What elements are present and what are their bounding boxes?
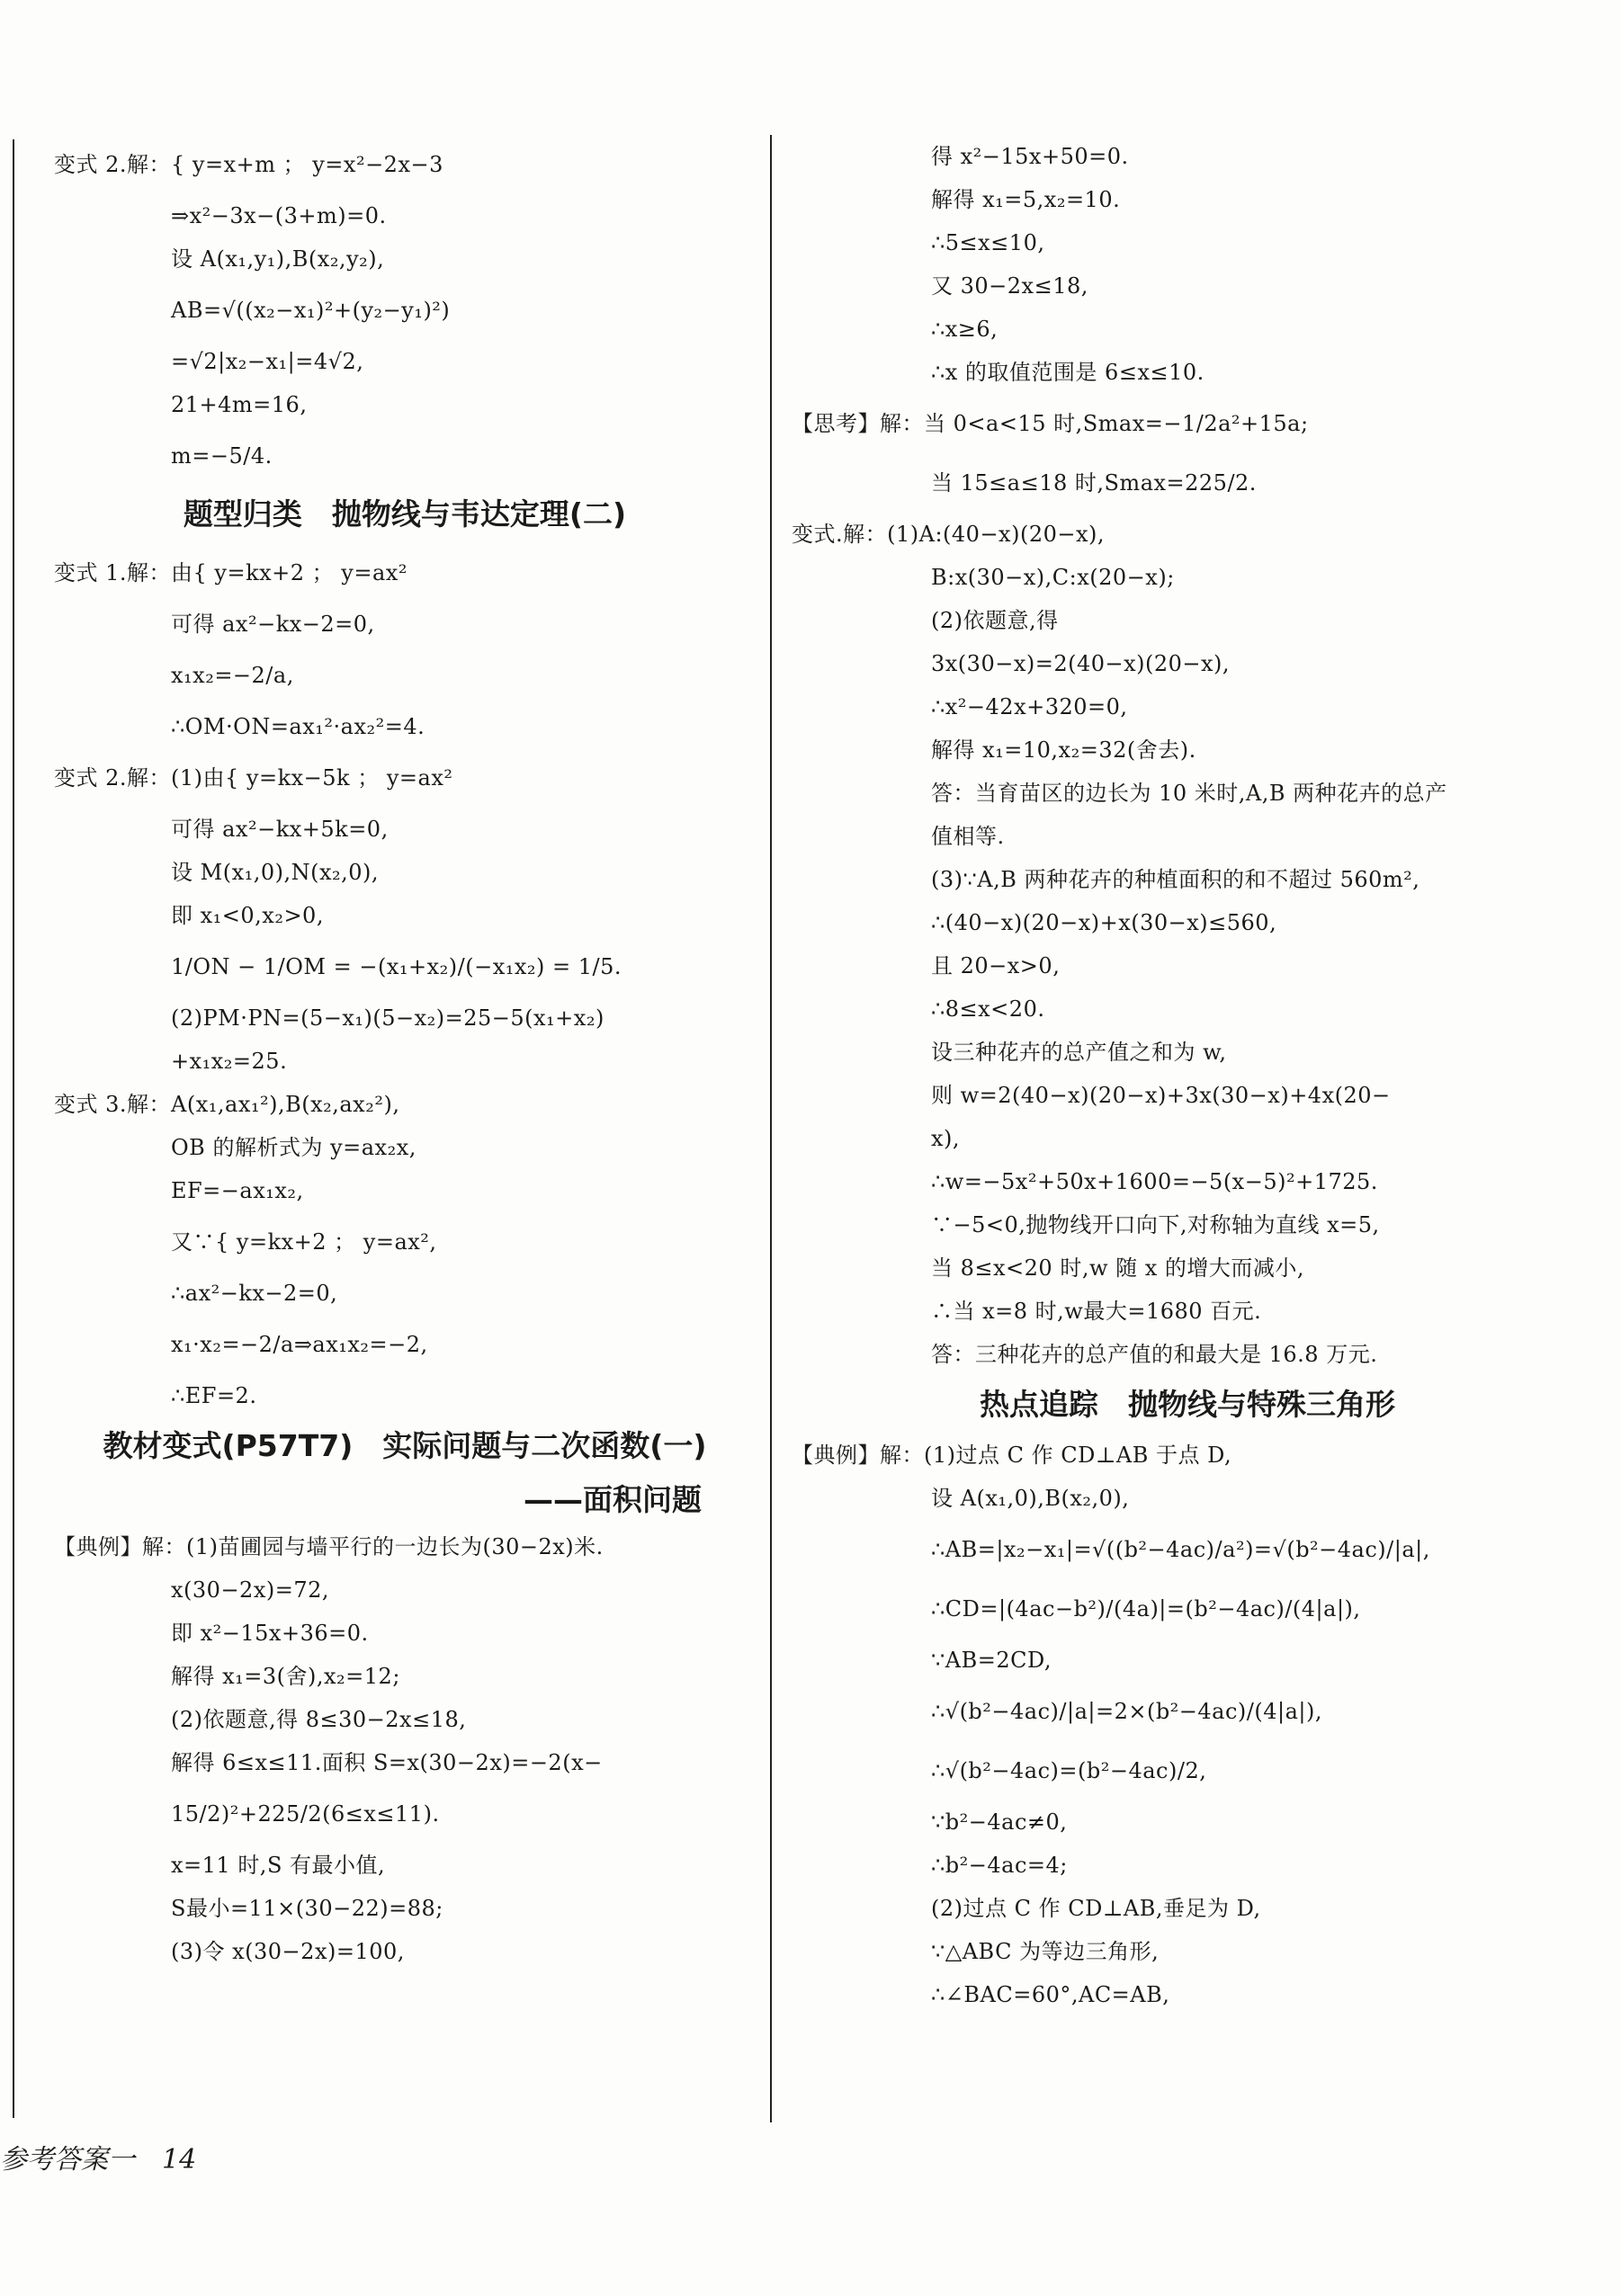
text-line: 变式 1.解：由{ y=kx+2 ； y=ax²: [54, 560, 407, 585]
left-column: [54, 135, 756, 2296]
text-line: x(30−2x)=72,: [171, 1577, 329, 1603]
text-line: 答：当育苗区的边长为 10 米时,A,B 两种花卉的总产: [931, 781, 1447, 806]
right-column: [792, 135, 1583, 2296]
text-line: ∴EF=2.: [171, 1383, 257, 1408]
text-line: (3)∵A,B 两种花卉的种植面积的和不超过 560m²,: [931, 867, 1420, 892]
text-line: ∵△ABC 为等边三角形,: [931, 1939, 1160, 1964]
text-line: ∴CD=|(4ac−b²)/(4a)|=(b²−4ac)/(4|a|),: [931, 1596, 1361, 1621]
text-line: ∴x≥6,: [931, 317, 999, 342]
text-line: 变式 2.解：(1)由{ y=kx−5k ； y=ax²: [54, 765, 453, 791]
text-line: 设 A(x₁,y₁),B(x₂,y₂),: [171, 246, 385, 272]
text-line: ∴8≤x<20.: [931, 996, 1045, 1022]
text-line: 可得 ax²−kx−2=0,: [171, 612, 375, 637]
text-line: ∵−5<0,抛物线开口向下,对称轴为直线 x=5,: [931, 1212, 1380, 1237]
text-line: ∴AB=|x₂−x₁|=√((b²−4ac)/a²)=√(b²−4ac)/|a|,: [931, 1537, 1430, 1562]
text-line: 【典例】解：(1)苗圃园与墙平行的一边长为(30−2x)米.: [54, 1534, 604, 1559]
text-line: ∴(40−x)(20−x)+x(30−x)≤560,: [931, 910, 1277, 935]
text-line: 15/2)²+225/2(6≤x≤11).: [171, 1801, 440, 1827]
text-line: 解得 6≤x≤11.面积 S=x(30−2x)=−2(x−: [171, 1750, 603, 1775]
text-line: S最小=11×(30−22)=88;: [171, 1896, 443, 1921]
text-line: EF=−ax₁x₂,: [171, 1178, 304, 1203]
text-line: ∴ax²−kx−2=0,: [171, 1281, 338, 1306]
text-line: 【典例】解：(1)过点 C 作 CD⊥AB 于点 D,: [792, 1443, 1232, 1468]
text-line: ∴√(b²−4ac)=(b²−4ac)/2,: [931, 1758, 1207, 1783]
text-line: ∴b²−4ac=4;: [931, 1853, 1068, 1878]
text-line: 1/ON − 1/OM = −(x₁+x₂)/(−x₁x₂) = 1/5.: [171, 954, 622, 979]
text-line: ∴OM·ON=ax₁²·ax₂²=4.: [171, 714, 425, 739]
text-line: 即 x²−15x+36=0.: [171, 1621, 369, 1646]
text-line: 答：三种花卉的总产值的和最大是 16.8 万元.: [931, 1342, 1378, 1367]
text-line: x=11 时,S 有最小值,: [171, 1853, 386, 1878]
text-line: x₁·x₂=−2/a⇒ax₁x₂=−2,: [171, 1332, 428, 1357]
text-line: ∴x²−42x+320=0,: [931, 694, 1128, 719]
text-line: (3)令 x(30−2x)=100,: [171, 1939, 405, 1964]
text-line: 即 x₁<0,x₂>0,: [171, 903, 324, 928]
column-divider: [770, 135, 772, 2122]
text-line: 设 A(x₁,0),B(x₂,0),: [931, 1486, 1130, 1511]
text-line: 设三种花卉的总产值之和为 w,: [931, 1040, 1227, 1065]
section-title: 教材变式(P57T7) 实际问题与二次函数(一): [103, 1428, 707, 1463]
text-line: ∴w=−5x²+50x+1600=−5(x−5)²+1725.: [931, 1169, 1378, 1194]
text-line: ∴当 x=8 时,w最大=1680 百元.: [931, 1299, 1262, 1324]
text-line: 当 8≤x<20 时,w 随 x 的增大而减小,: [931, 1255, 1305, 1281]
text-line: 且 20−x>0,: [931, 953, 1061, 978]
text-line: ⇒x²−3x−(3+m)=0.: [171, 203, 387, 228]
text-line: 变式.解：(1)A:(40−x)(20−x),: [792, 522, 1105, 547]
text-line: ∴∠BAC=60°,AC=AB,: [931, 1982, 1170, 2007]
text-line: 3x(30−x)=2(40−x)(20−x),: [931, 651, 1231, 676]
text-line: 可得 ax²−kx+5k=0,: [171, 817, 389, 842]
text-line: B:x(30−x),C:x(20−x);: [931, 565, 1175, 590]
text-line: 当 15≤a≤18 时,Smax=225/2.: [931, 470, 1257, 496]
text-line: 解得 x₁=3(舍),x₂=12;: [171, 1664, 400, 1689]
text-line: x₁x₂=−2/a,: [171, 663, 294, 688]
text-line: 变式 3.解：A(x₁,ax₁²),B(x₂,ax₂²),: [54, 1092, 400, 1117]
text-line: 解得 x₁=10,x₂=32(舍去).: [931, 737, 1196, 763]
text-line: 又∵{ y=kx+2 ； y=ax²,: [171, 1229, 437, 1255]
text-line: +x₁x₂=25.: [171, 1049, 288, 1074]
text-line: 则 w=2(40−x)(20−x)+3x(30−x)+4x(20−: [931, 1083, 1391, 1108]
section-title: 热点追踪 抛物线与特殊三角形: [980, 1387, 1395, 1422]
text-line: 变式 2.解：{ y=x+m ； y=x²−2x−3: [54, 152, 443, 177]
text-line: 值相等.: [931, 824, 1005, 849]
text-line: OB 的解析式为 y=ax₂x,: [171, 1135, 416, 1160]
text-line: AB=√((x₂−x₁)²+(y₂−y₁)²): [171, 298, 451, 323]
text-line: x),: [931, 1126, 961, 1151]
text-line: =√2|x₂−x₁|=4√2,: [171, 349, 364, 374]
text-line: (2)PM·PN=(5−x₁)(5−x₂)=25−5(x₁+x₂): [171, 1005, 605, 1031]
page-footer: 参考答案一 14: [0, 2144, 197, 2175]
text-line: 又 30−2x≤18,: [931, 273, 1088, 299]
text-line: ∴5≤x≤10,: [931, 230, 1045, 255]
text-line: m=−5/4.: [171, 443, 273, 469]
text-line: (2)过点 C 作 CD⊥AB,垂足为 D,: [931, 1896, 1261, 1921]
text-line: 设 M(x₁,0),N(x₂,0),: [171, 860, 380, 885]
text-line: ∴√(b²−4ac)/|a|=2×(b²−4ac)/(4|a|),: [931, 1699, 1322, 1724]
text-line: ∴x 的取值范围是 6≤x≤10.: [931, 360, 1205, 385]
text-line: ∵AB=2CD,: [931, 1648, 1052, 1673]
text-line: ∵b²−4ac≠0,: [931, 1809, 1068, 1835]
text-line: 得 x²−15x+50=0.: [931, 144, 1129, 169]
text-line: 解得 x₁=5,x₂=10.: [931, 187, 1121, 212]
left-margin-rule: [13, 139, 14, 2118]
text-line: (2)依题意,得: [931, 608, 1059, 633]
text-line: 【思考】解：当 0<a<15 时,Smax=−1/2a²+15a;: [792, 411, 1309, 436]
text-line: (2)依题意,得 8≤30−2x≤18,: [171, 1707, 467, 1732]
section-title: 题型归类 抛物线与韦达定理(二): [183, 496, 627, 532]
section-subtitle: ——面积问题: [524, 1482, 702, 1517]
text-line: 21+4m=16,: [171, 392, 308, 417]
